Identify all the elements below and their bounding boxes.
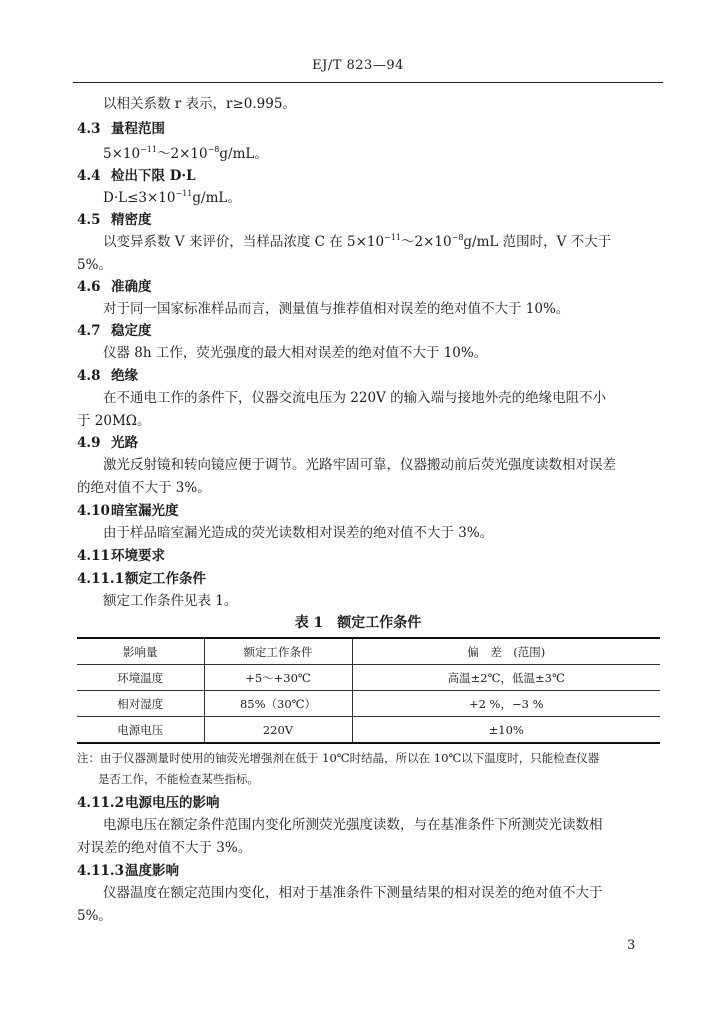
section-number: 4.9 xyxy=(77,435,101,451)
paragraph-line: 仪器温度在额定范围内变化，相对于基准条件下测量结果的相对误差的绝对值不大于 xyxy=(103,885,603,901)
section-4-11-heading xyxy=(77,547,165,565)
text-part: g/mL 范围时，V 不大于 xyxy=(463,234,612,250)
exponent: −8 xyxy=(451,233,464,242)
exponent: −11 xyxy=(384,233,402,242)
table-header-cell: 影响量 xyxy=(77,638,204,665)
section-number: 4.5 xyxy=(77,212,101,228)
table-title: 表 1 额定工作条件 xyxy=(294,615,422,631)
section-number: 4.8 xyxy=(77,368,101,384)
paragraph-line: 仪器 8h 工作，荧光强度的最大相对误差的绝对值不大于 10%。 xyxy=(103,345,488,361)
section-title: 电源电压的影响 xyxy=(125,795,220,811)
section-number: 4.11 xyxy=(77,548,110,564)
table-row xyxy=(77,691,660,717)
paragraph-line: 对误差的绝对值不大于 3%。 xyxy=(77,840,252,856)
table-cell: 220V xyxy=(204,717,352,744)
paragraph-line: 的绝对值不大于 3%。 xyxy=(77,480,211,496)
section-number: 4.6 xyxy=(77,279,101,295)
document-code-header: EJ/T 823—94 xyxy=(312,58,404,73)
section-title: 光路 xyxy=(111,435,138,451)
section-number: 4.10 xyxy=(77,503,110,519)
exponent: −11 xyxy=(175,189,193,198)
exponent: −11 xyxy=(140,145,157,154)
table-row xyxy=(77,717,660,744)
text-part: 以变异系数 V 来评价，当样品浓度 C 在 5×10 xyxy=(103,234,385,250)
rated-conditions-table xyxy=(77,637,660,744)
paragraph-line: 对于同一国家标准样品而言，测量值与推荐值相对误差的绝对值不大于 10%。 xyxy=(103,301,570,317)
section-number: 4.4 xyxy=(77,168,101,184)
table-header-row xyxy=(77,638,660,665)
table-cell: 高温±2℃，低温±3℃ xyxy=(352,665,660,691)
section-title: 量程范围 xyxy=(111,121,165,137)
section-4-11-1-heading xyxy=(77,570,206,588)
table-row xyxy=(77,665,660,691)
section-4-11-2-heading xyxy=(77,794,220,812)
paragraph-line: 激光反射镜和转向镜应便于调节。光路牢固可靠，仪器搬动前后荧光强度读数相对误差 xyxy=(103,457,616,473)
table-cell: +5～+30℃ xyxy=(204,665,352,691)
section-title: 暗室漏光度 xyxy=(111,503,179,519)
section-4-6-heading xyxy=(77,278,152,296)
section-number: 4.11.1 xyxy=(77,571,124,587)
table-cell: +2 %，−3 % xyxy=(352,691,660,717)
section-4-10-heading xyxy=(77,502,179,520)
section-4-4-heading xyxy=(77,167,196,185)
section-title: 额定工作条件 xyxy=(125,571,206,587)
page-number: 3 xyxy=(627,938,636,953)
section-4-11-3-heading xyxy=(77,862,179,880)
formula-part: g/mL。 xyxy=(192,190,241,206)
text-part: ～2×10 xyxy=(401,234,452,250)
table-cell: 相对湿度 xyxy=(77,691,204,717)
section-title: 绝缘 xyxy=(111,368,138,384)
section-title: 温度影响 xyxy=(125,863,179,879)
paragraph-line: 以相关系数 r 表示，r≥0.995。 xyxy=(103,96,296,112)
paragraph-line: 于 20MΩ。 xyxy=(77,413,151,429)
paragraph-line: 由于样品暗室漏光造成的荧光读数相对误差的绝对值不大于 3%。 xyxy=(103,525,494,541)
formula-part: g/mL。 xyxy=(219,146,268,162)
paragraph-line: 在不通电工作的条件下，仪器交流电压为 220V 的输入端与接地外壳的绝缘电阻不小 xyxy=(103,390,607,406)
range-formula xyxy=(103,145,268,163)
paragraph-line: 5%。 xyxy=(77,908,112,924)
exponent: −8 xyxy=(207,145,220,154)
paragraph-line: 电源电压在额定条件范围内变化所测荧光强度读数，与在基准条件下所测荧光读数相 xyxy=(103,817,603,833)
section-4-8-heading xyxy=(77,367,138,385)
table-cell: 电源电压 xyxy=(77,717,204,744)
paragraph-line: 额定工作条件见表 1。 xyxy=(103,593,238,609)
table-note: 注：由于仪器测量时使用的铀荧光增强剂在低于 10℃时结晶，所以在 10℃以下温度时，只能检查仪器 xyxy=(77,751,600,765)
section-title: 环境要求 xyxy=(111,548,165,564)
formula-part: D·L≤3×10 xyxy=(103,190,176,206)
paragraph-line: 5%。 xyxy=(77,257,112,273)
section-number: 4.7 xyxy=(77,323,101,339)
table-header-cell: 额定工作条件 xyxy=(204,638,352,665)
section-title: 检出下限 D·L xyxy=(111,168,196,184)
section-title: 准确度 xyxy=(111,279,152,295)
table-cell: 环境温度 xyxy=(77,665,204,691)
formula-part: 5×10 xyxy=(103,146,141,162)
formula-part: ～2×10 xyxy=(156,146,208,162)
paragraph-line xyxy=(103,233,611,251)
table-header-cell: 偏 差 (范围) xyxy=(352,638,660,665)
section-title: 稳定度 xyxy=(111,323,152,339)
section-4-9-heading xyxy=(77,434,138,452)
section-4-7-heading xyxy=(77,322,152,340)
detection-limit-formula xyxy=(103,189,241,207)
table-cell: ±10% xyxy=(352,717,660,744)
section-4-3-heading xyxy=(77,120,165,138)
table-note: 是否工作，不能检查某些指标。 xyxy=(98,772,259,786)
section-title: 精密度 xyxy=(111,212,152,228)
section-4-5-heading xyxy=(77,211,152,229)
section-number: 4.11.2 xyxy=(77,795,124,811)
section-number: 4.3 xyxy=(77,121,101,137)
header-rule xyxy=(73,82,663,83)
table-cell: 85%（30℃） xyxy=(204,691,352,717)
section-number: 4.11.3 xyxy=(77,863,124,879)
